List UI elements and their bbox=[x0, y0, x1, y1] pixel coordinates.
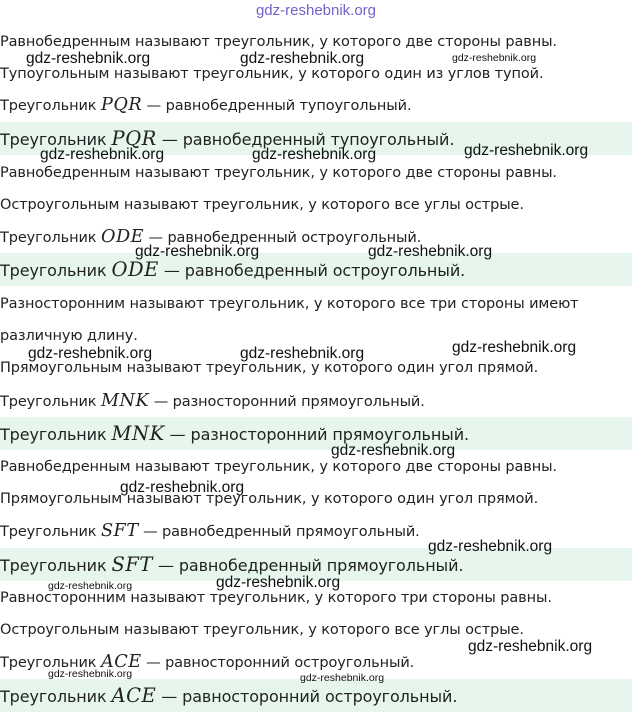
watermark: gdz-reshebnik.org bbox=[240, 345, 365, 362]
site-header[interactable]: gdz-reshebnik.org bbox=[255, 2, 377, 19]
watermark: gdz-reshebnik.org bbox=[452, 52, 537, 64]
watermark: gdz-reshebnik.org bbox=[48, 580, 133, 592]
statement-suffix: — равнобедренный прямоугольный. bbox=[138, 524, 420, 540]
answer-suffix: — равносторонний остроугольный. bbox=[156, 687, 458, 706]
definition-equilateral: Равносторонним называют треугольник, у которого три стороны равны. bbox=[0, 590, 552, 606]
answer-ode bbox=[0, 253, 632, 286]
answer-prefix: Треугольник bbox=[0, 687, 112, 706]
watermark: gdz-reshebnik.org bbox=[252, 146, 377, 163]
statement-prefix: Треугольник bbox=[0, 655, 101, 671]
definition-right: Прямоугольным называют треугольник, у которого один угол прямой. bbox=[0, 491, 539, 507]
definition-scalene-cont: различную длину. bbox=[0, 328, 138, 344]
statement-prefix: Треугольник bbox=[0, 230, 101, 246]
statement-mnk bbox=[0, 384, 632, 418]
statement-prefix: Треугольник bbox=[0, 524, 101, 540]
definition-acute: Остроугольным называют треугольник, у которого все углы острые. bbox=[0, 197, 524, 213]
statement-suffix: — равнобедренный тупоугольный. bbox=[142, 98, 412, 114]
watermark: gdz-reshebnik.org bbox=[120, 479, 245, 496]
math-ode: ODE bbox=[100, 227, 145, 247]
statement-suffix: — равносторонний остроугольный. bbox=[141, 655, 415, 671]
math-ace-answer: ACE bbox=[111, 684, 157, 707]
statement-ode bbox=[0, 220, 632, 254]
definition-scalene: Разносторонним называют треугольник, у которого все три стороны имеют bbox=[0, 296, 579, 312]
math-sft-answer: SFT bbox=[111, 553, 153, 576]
answer-suffix: — равнобедренный прямоугольный. bbox=[152, 556, 464, 575]
statement-suffix: — разносторонний прямоугольный. bbox=[149, 394, 425, 410]
definition-right: Прямоугольным называют треугольник, у которого один угол прямой. bbox=[0, 360, 539, 376]
definition-isosceles: Равнобедренным называют треугольник, у которого две стороны равны. bbox=[0, 459, 557, 475]
watermark: gdz-reshebnik.org bbox=[28, 345, 153, 362]
watermark: gdz-reshebnik.org bbox=[468, 638, 593, 655]
definition-isosceles: Равнобедренным называют треугольник, у которого две стороны равны. bbox=[0, 34, 557, 50]
watermark: gdz-reshebnik.org bbox=[216, 574, 341, 591]
definition-obtuse: Тупоугольным называют треугольник, у которого один из углов тупой. bbox=[0, 66, 544, 82]
answer-prefix: Треугольник bbox=[0, 261, 112, 280]
answer-prefix: Треугольник bbox=[0, 130, 112, 149]
answer-suffix: — равнобедренный тупоугольный. bbox=[156, 130, 455, 149]
math-mnk-answer: MNK bbox=[111, 422, 165, 445]
watermark: gdz-reshebnik.org bbox=[452, 339, 577, 356]
statement-prefix: Треугольник bbox=[0, 98, 101, 114]
watermark: gdz-reshebnik.org bbox=[26, 50, 151, 67]
watermark: gdz-reshebnik.org bbox=[48, 668, 133, 680]
watermark: gdz-reshebnik.org bbox=[331, 442, 456, 459]
math-sft: SFT bbox=[100, 521, 139, 541]
math-pqr: PQR bbox=[100, 95, 143, 115]
watermark: gdz-reshebnik.org bbox=[368, 243, 493, 260]
watermark: gdz-reshebnik.org bbox=[300, 672, 385, 684]
statement-prefix: Треугольник bbox=[0, 394, 101, 410]
math-ace: ACE bbox=[100, 652, 142, 672]
answer-prefix: Треугольник bbox=[0, 556, 112, 575]
watermark: gdz-reshebnik.org bbox=[135, 243, 260, 260]
statement-pqr bbox=[0, 88, 632, 122]
answer-suffix: — равнобедренный остроугольный. bbox=[158, 261, 466, 280]
watermark: gdz-reshebnik.org bbox=[240, 50, 365, 67]
statement-suffix: — равнобедренный остроугольный. bbox=[144, 230, 422, 246]
math-ode-answer: ODE bbox=[111, 258, 159, 281]
math-mnk: MNK bbox=[100, 391, 150, 411]
watermark: gdz-reshebnik.org bbox=[40, 146, 165, 163]
watermark: gdz-reshebnik.org bbox=[464, 142, 589, 159]
math-pqr-answer: PQR bbox=[111, 127, 157, 150]
answer-suffix: — разносторонний прямоугольный. bbox=[164, 425, 470, 444]
definition-acute: Остроугольным называют треугольник, у которого все углы острые. bbox=[0, 622, 524, 638]
answer-prefix: Треугольник bbox=[0, 425, 112, 444]
watermark: gdz-reshebnik.org bbox=[428, 538, 553, 555]
answer-mnk bbox=[0, 417, 632, 450]
definition-isosceles: Равнобедренным называют треугольник, у которого две стороны равны. bbox=[0, 165, 557, 181]
